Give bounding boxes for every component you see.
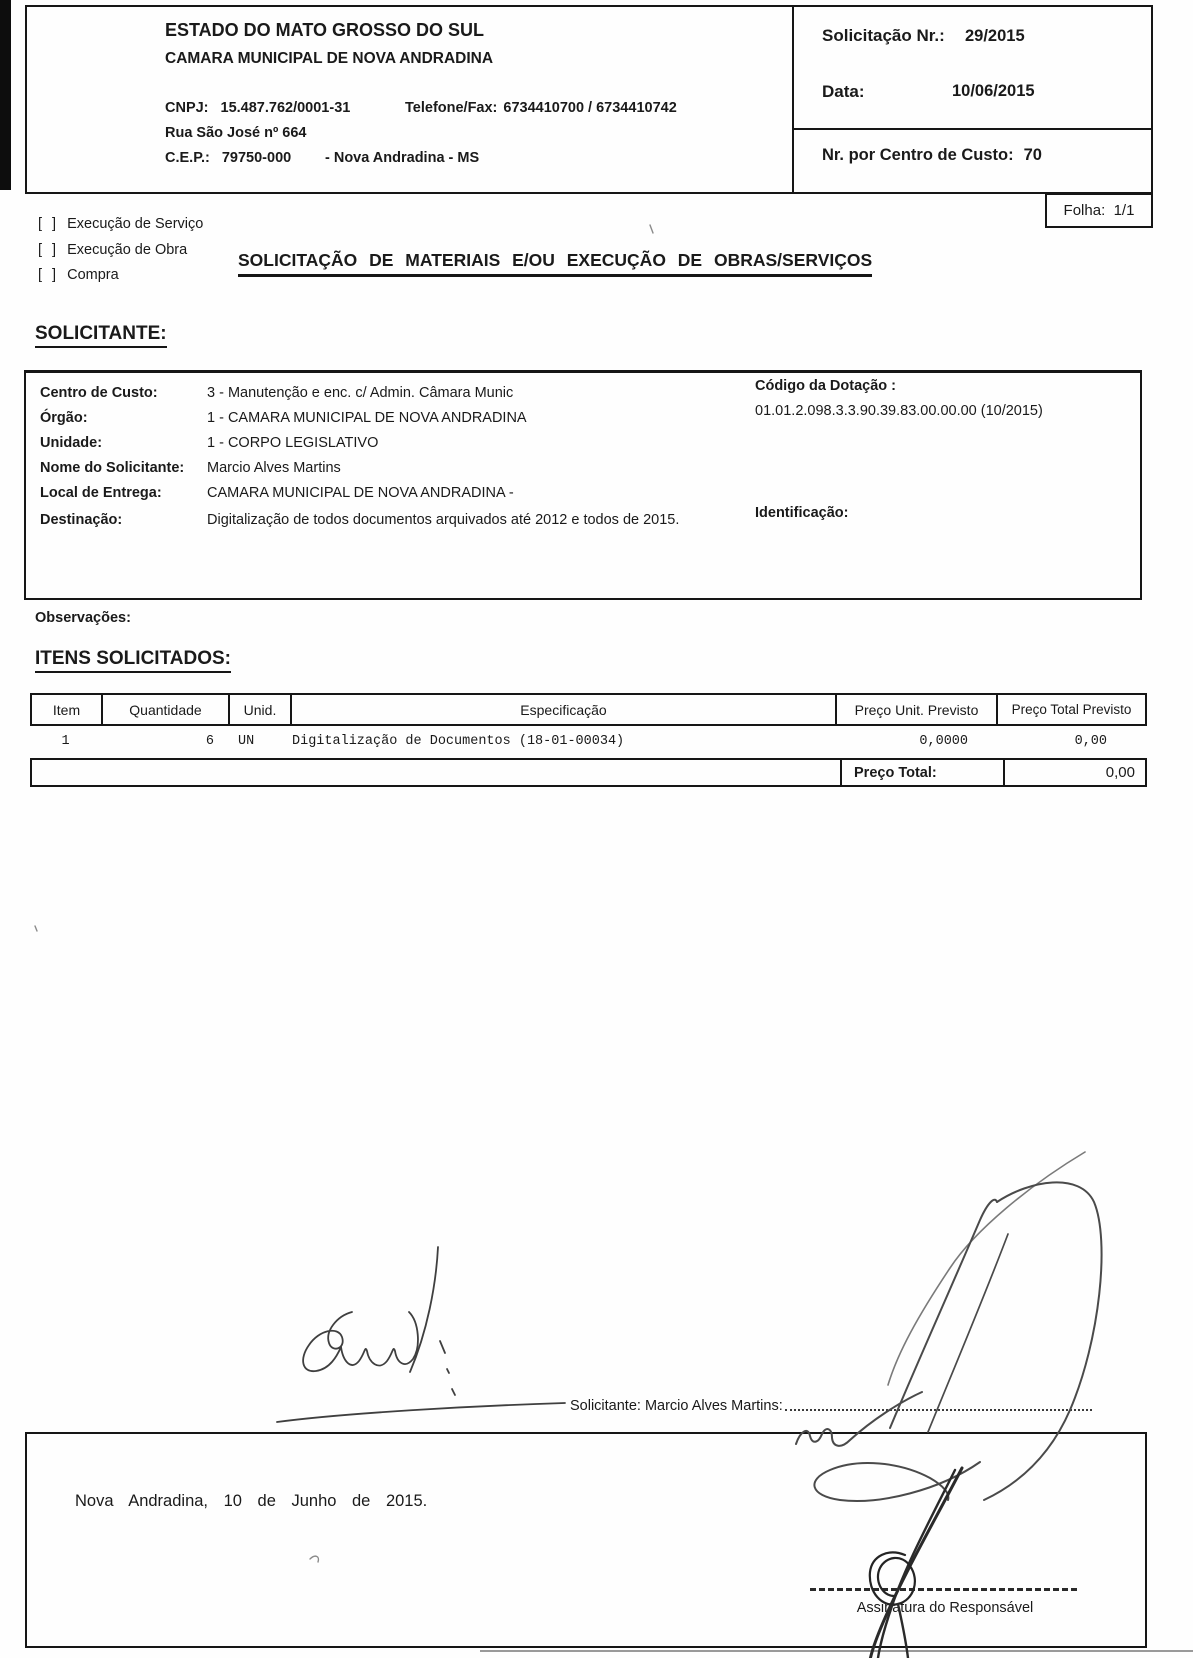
items-table-header (30, 693, 1147, 726)
solicitante-heading: SOLICITANTE: (35, 323, 167, 348)
solicitante-values (207, 381, 679, 533)
cep-value: 79750-000 (221, 150, 292, 166)
solicitacao-nr-label: Solicitação Nr.: (822, 26, 945, 45)
preco-total-value: 0,00 (1005, 758, 1147, 787)
field-value: CAMARA MUNICIPAL DE NOVA ANDRADINA - (207, 485, 514, 501)
col-header-item: Item (32, 695, 103, 724)
centro-custo-label: Nr. por Centro de Custo: (822, 146, 1014, 164)
field-value: Marcio Alves Martins (207, 460, 341, 476)
header-right-divider (792, 128, 1153, 130)
org-name-line1: ESTADO DO MATO GROSSO DO SUL (165, 20, 485, 40)
cep-label: C.E.P.: (165, 150, 210, 166)
solicitante-signature-label: Solicitante: Marcio Alves Martins: (570, 1398, 783, 1414)
cnpj-value: 15.487.762/0001-31 (220, 100, 351, 116)
centro-custo-row (822, 146, 1042, 165)
field-value: 1 - CORPO LEGISLATIVO (207, 435, 379, 451)
cnpj-row (165, 100, 350, 116)
responsavel-signature-line (810, 1588, 1077, 1591)
data-label: Data: (822, 82, 865, 101)
checkbox-execucao-obra (38, 242, 187, 258)
folha-box: Folha: 1/1 (1045, 193, 1153, 228)
field-value: 3 - Manutenção e enc. c/ Admin. Câmara Munic (207, 385, 514, 401)
cell-especificacao: Digitalização de Documentos (18-01-00034) (292, 734, 625, 749)
field-label: Destinação: (40, 512, 123, 528)
col-header-preco-unit: Preço Unit. Previsto (837, 695, 998, 724)
cell-quantidade: 6 (205, 734, 214, 749)
phone-value: 6734410700 / 6734410742 (503, 100, 677, 116)
header-divider (792, 5, 794, 194)
checkbox-label: Compra (67, 267, 119, 283)
field-label: Local de Entrega: (40, 485, 162, 501)
field-value: 1 - CAMARA MUNICIPAL DE NOVA ANDRADINA (207, 410, 527, 426)
checkbox-compra (38, 267, 119, 283)
phone-label: Telefone/Fax: (405, 100, 498, 116)
field-label: Órgão: (40, 410, 88, 426)
city-line: - Nova Andradina - MS (325, 150, 480, 166)
solicitante-signature-line (570, 1398, 1092, 1414)
scan-edge-artifact (0, 0, 11, 190)
identificacao-label: Identificação: (755, 505, 849, 521)
itens-heading: ITENS SOLICITADOS: (35, 648, 231, 673)
field-value: Digitalização de todos documentos arquivados até 2012 e todos de 2015. (207, 512, 680, 528)
checkbox-execucao-servico (38, 216, 203, 232)
checkbox-label: Execução de Serviço (67, 216, 204, 232)
checkbox-box-icon: [ ] (38, 242, 60, 258)
signature-solicitante (277, 1247, 565, 1422)
dotacao-label: Código da Dotação : (755, 378, 896, 394)
col-header-especificacao: Especificação (292, 695, 837, 724)
checkbox-box-icon: [ ] (38, 267, 60, 283)
checkbox-label: Execução de Obra (67, 242, 188, 258)
field-label: Nome do Solicitante: (40, 460, 185, 476)
cell-item: 1 (61, 734, 70, 749)
preco-total-label: Preço Total: (842, 758, 1005, 787)
observacoes-label: Observações: (35, 610, 131, 626)
assinatura-responsavel-label: Assinatura do Responsável (856, 1600, 1034, 1616)
city-date-line: Nova Andradina, 10 de Junho de 2015. (75, 1492, 428, 1510)
org-name-line2: CAMARA MUNICIPAL DE NOVA ANDRADINA (165, 50, 494, 67)
dotacao-value: 01.01.2.098.3.3.90.39.83.00.00.00 (10/2015) (755, 403, 1043, 419)
data-value: 10/06/2015 (952, 82, 1035, 100)
cell-preco-unit: 0,0000 (919, 734, 968, 749)
document-title: SOLICITAÇÃO DE MATERIAIS E/OU EXECUÇÃO DE OBRAS/SERVIÇOS (238, 250, 872, 277)
cell-unid: UN (238, 734, 255, 749)
field-label: Unidade: (40, 435, 103, 451)
dotted-leader-line (785, 1409, 1092, 1411)
col-header-preco-total: Preço Total Previsto (1011, 702, 1132, 717)
col-header-unid: Unid. (230, 695, 292, 724)
checkbox-box-icon: [ ] (38, 216, 60, 232)
total-row-empty-cell (30, 758, 842, 787)
phone-row (405, 100, 677, 116)
solicitacao-nr-value: 29/2015 (965, 27, 1025, 45)
col-header-quantidade: Quantidade (103, 695, 230, 724)
address-line: Rua São José nº 664 (165, 125, 307, 141)
centro-custo-value: 70 (1023, 146, 1042, 164)
cep-row (165, 150, 291, 166)
cnpj-label: CNPJ: (165, 100, 209, 116)
field-label: Centro de Custo: (40, 385, 158, 401)
cell-preco-total: 0,00 (1074, 734, 1107, 749)
scan-bottom-artifact (480, 1650, 1193, 1652)
solicitante-labels (40, 381, 184, 533)
table-row (30, 734, 1147, 749)
table-total-row (30, 758, 1147, 787)
